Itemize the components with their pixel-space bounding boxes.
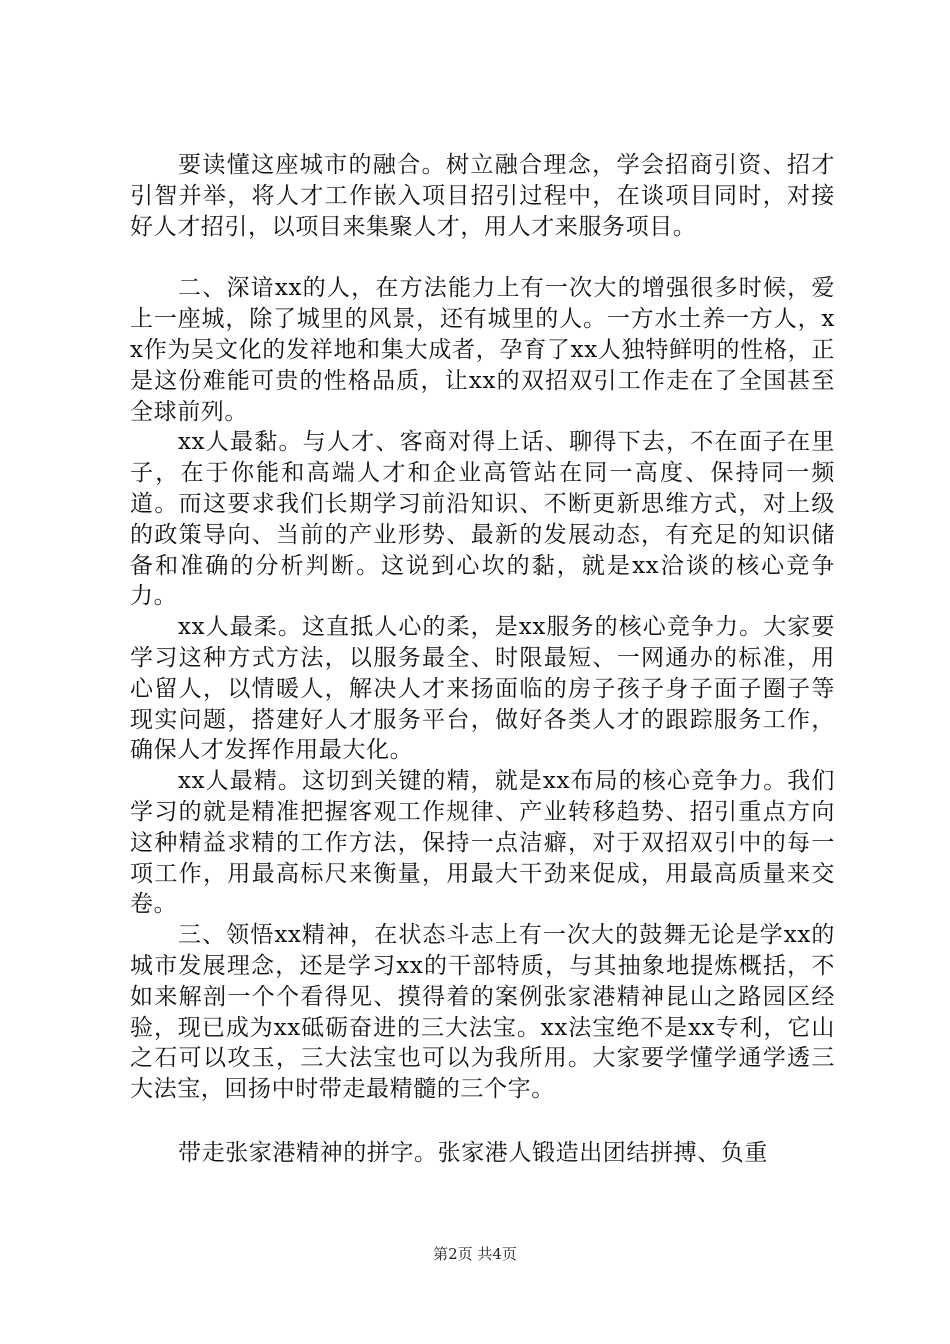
paragraph-soft: xx人最柔。这直抵人心的柔，是xx服务的核心竞争力。大家要学习这种方式方法，以服务最全、时限最短、一网通办的标准，用心留人，以情暖人，解决人才来扬面临的房子孩子身子面子圈子等现实问题，搭建好人才服务平台，做好各类人才的跟踪服务工作，确保人才发挥作用最大化。 [130, 614, 835, 764]
page-number-footer: 第2页 共4页 [433, 1245, 517, 1263]
paragraph-section-three: 三、领悟xx精神，在状态斗志上有一次大的鼓舞无论是学xx的城市发展理念，还是学习xx的干部特质，与其抽象地提炼概括，不如来解剖一个个看得见、摸得着的案例张家港精神昆山之路园区经验，现已成为xx砥砺奋进的三大法宝。xx法宝绝不是xx专利，它山之石可以攻玉，三大法宝也可以为我所用。大家要学懂学通学透三大法宝，回扬中时带走最精髓的三个字。 [130, 922, 835, 1103]
paragraph-sticky: xx人最黏。与人才、客商对得上话、聊得下去，不在面子在里子，在于你能和高端人才和企业高管站在同一高度、保持同一频道。而这要求我们长期学习前沿知识、不断更新思维方式，对上级的政策导向、当前的产业形势、最新的发展动态，有充足的知识储备和准确的分析判断。这说到心坎的黏，就是xx洽谈的核心竞争力。 [130, 429, 835, 610]
paragraph-integration: 要读懂这座城市的融合。树立融合理念，学会招商引资、招才引智并举，将人才工作嵌入项目招引过程中，在谈项目同时，对接好人才招引，以项目来集聚人才，用人才来服务项目。 [130, 152, 835, 240]
document-body [130, 150, 835, 1169]
paragraph-zhangjiagang: 带走张家港精神的拼字。张家港人锻造出团结拼搏、负重 [178, 1139, 768, 1166]
paragraph-precise: xx人最精。这切到关键的精，就是xx布局的核心竞争力。我们学习的就是精准把握客观工作规律、产业转移趋势、招引重点方向这种精益求精的工作方法，保持一点洁癖，对于双招双引中的每一项工作，用最高标尺来衡量，用最大干劲来促成，用最高质量来交卷。 [130, 768, 835, 918]
paragraph-section-two: 二、深谙xx的人，在方法能力上有一次大的增强很多时候，爱上一座城，除了城里的风景，还有城里的人。一方水土养一方人，xx作为吴文化的发祥地和集大成者，孕育了xx人独特鲜明的性格，正是这份难能可贵的性格品质，让xx的双招双引工作走在了全国甚至全球前列。 [130, 275, 835, 425]
